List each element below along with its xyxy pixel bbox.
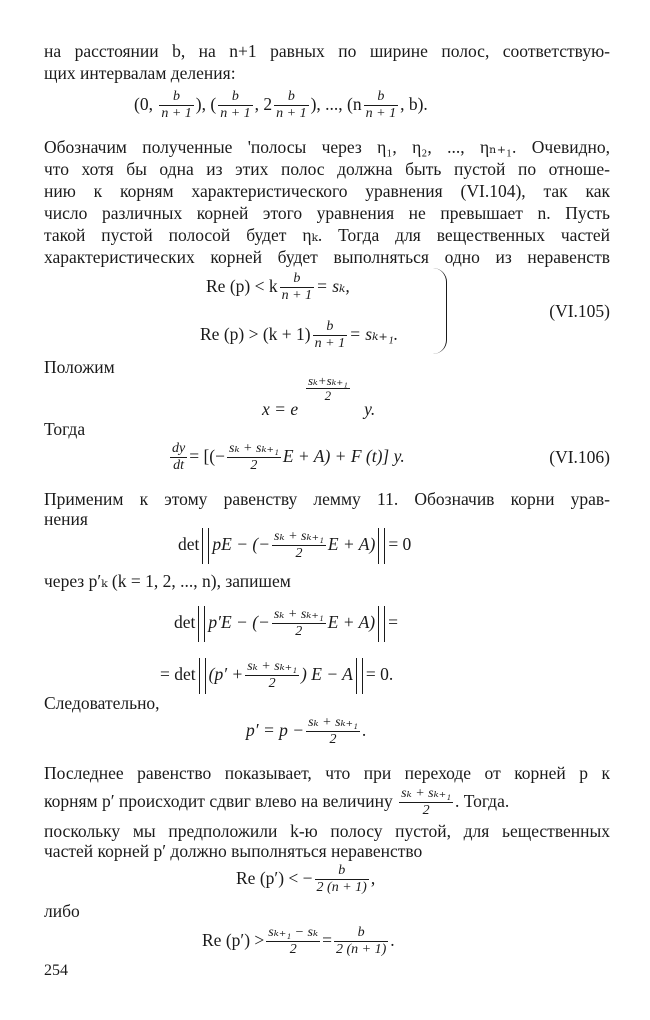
text-line: Положим — [44, 357, 115, 377]
text-line: через p′ₖ (k = 1, 2, ..., n), запишем — [44, 571, 291, 591]
text-line: на расстоянии b, на n+1 равных по ширине полос, соответствую- — [44, 41, 610, 61]
text-line: Применим к этому равенству лемму 11. Обозначив корни урав- — [44, 489, 610, 509]
text-line: нения — [44, 509, 88, 529]
text-line: частей корней p′ должно выполняться неравенство — [44, 841, 423, 861]
text-line: Обозначим полученные 'полосы через η₁, η₂, ..., ηₙ₊₁. Очевидно, — [44, 137, 610, 157]
text-line: характеристических корней будет выполняться одно из неравенств — [44, 247, 610, 267]
equation-det-2: det p′E − (− $\frac{\text{sₖ + sₖ₊₁}}{2}$ E + A) = — [174, 600, 398, 644]
equation-ineq-2: Re (p) > (k + 1) $\frac{b}{n + 1}$ = sₖ₊₁. — [200, 319, 399, 352]
text-line: Тогда — [44, 419, 86, 439]
page-number: 254 — [44, 962, 68, 979]
equation-det-1: det pE − (− $\frac{\text{sₖ + sₖ₊₁}}{2}$ E + A) = 0 — [178, 524, 411, 564]
equation-ineq-1: Re (p) < k $\frac{b}{n + 1}$ = sₖ, — [206, 271, 350, 304]
equation-substitution: x = e y. — [262, 399, 376, 419]
text-line: Следовательно, — [44, 693, 160, 713]
text-line: нию к корням характеристического уравнения (VI.104), так как — [44, 181, 610, 201]
text-line: корням p′ происходит сдвиг влево на величину $\frac{\text{sₖ + sₖ₊₁}}{2}$ . Тогда. — [44, 786, 510, 819]
text-line: Последнее равенство показывает, что при переходе от корней p к — [44, 763, 610, 783]
text-line: что хотя бы одна из этих полос должна быть пустой по отноше- — [44, 159, 610, 179]
text-line: либо — [44, 901, 80, 921]
text-line: такой пустой полосой будет ηₖ. Тогда для вещественных частей — [44, 225, 610, 245]
text-line: число различных корней этого уравнения не превышает n. Пусть — [44, 203, 610, 223]
exponent-fraction: sₖ+sₖ₊₁ 2 — [308, 373, 348, 403]
text-line: поскольку мы предположили k-ю полосу пустой, для ьещественных — [44, 821, 610, 841]
equation-re-2: Re (p′) > $\frac{\text{sₖ₊₁ − sₖ}}{2}$ = $\frac{b}{2 (n + 1)}$ . — [202, 925, 395, 958]
text-line: щих интервалам деления: — [44, 63, 236, 83]
equation-pprime: p′ = p − $\frac{\text{sₖ + sₖ₊₁}}{2}$ . — [246, 715, 367, 748]
equation-re-1: Re (p′) < − $\frac{b}{2 (n + 1)}$ , — [236, 863, 376, 896]
right-brace — [430, 268, 447, 354]
equation-intervals: (0, $\frac{b}{n + 1}$ ), ( $\frac{b}{n + 1}$ , 2 $\frac{b}{n + 1}$ ), ..., (n $\frac{b}{n + 1}$ , b). — [134, 89, 428, 122]
equation-label: (VI.106) — [549, 447, 610, 467]
equation-106: $\frac{dy}{dt}$ = [(− $\frac{\text{sₖ + sₖ₊₁}}{2}$ E + A) + F (t)] y. — [172, 441, 405, 474]
equation-label: (VI.105) — [549, 301, 610, 321]
equation-det-3: = det (p′ + $\frac{\text{sₖ + sₖ₊₁}}{2}$ ) E − A = 0. — [160, 652, 393, 696]
